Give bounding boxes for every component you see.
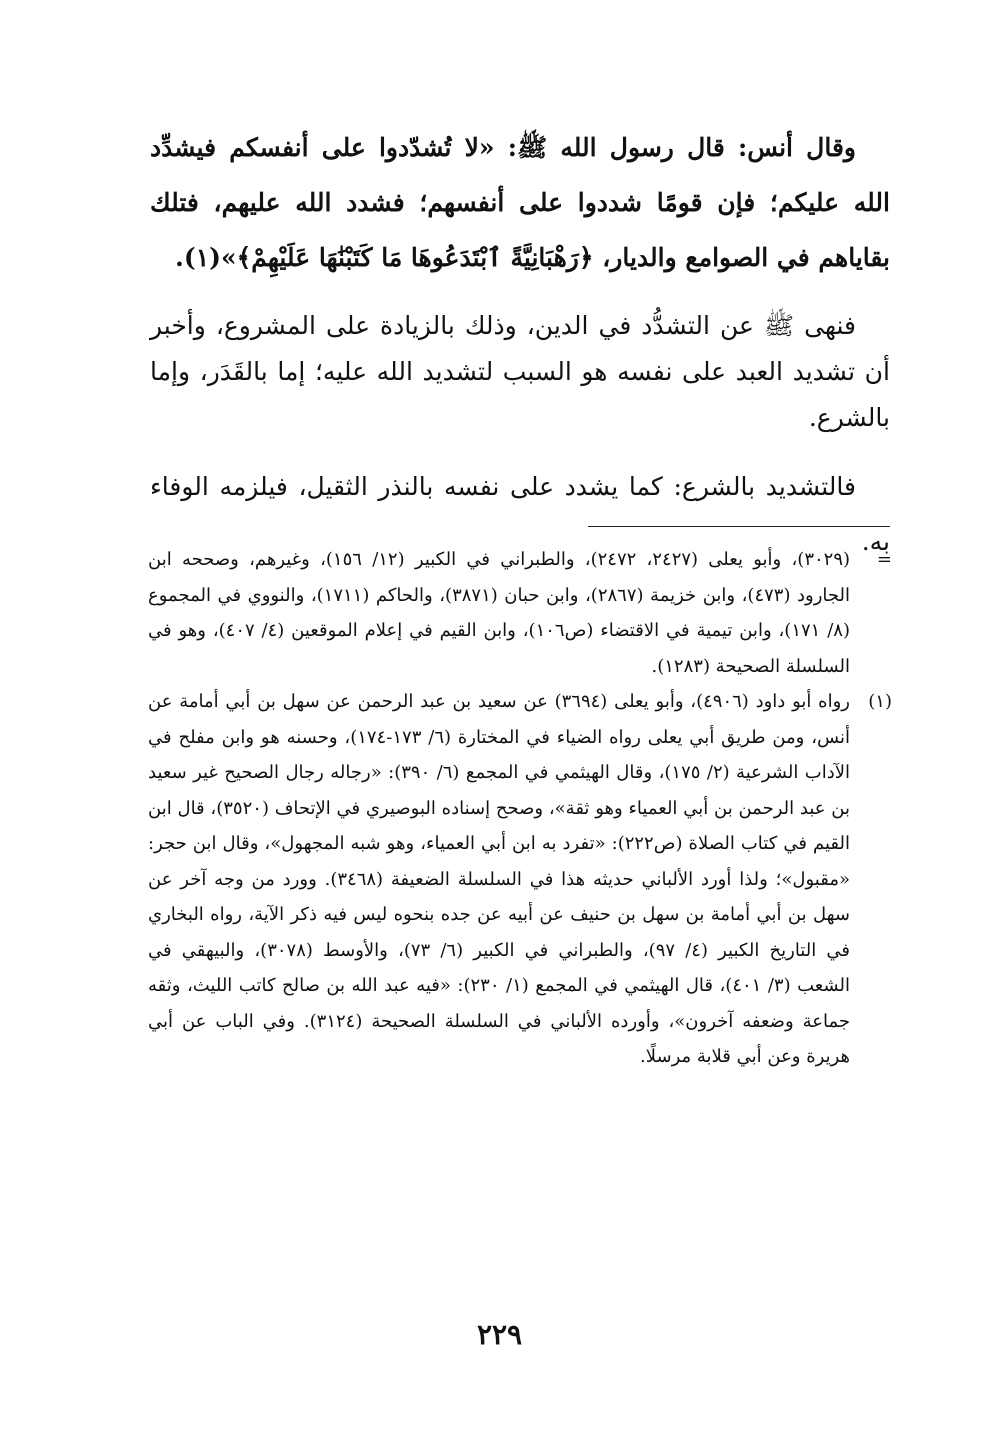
- main-text: [150, 120, 890, 587]
- commentary-paragraph: فنهى ﷺ عن التشدُّد في الدين، وذلك بالزيادة على المشروع، وأخبر أن تشديد العبد على نفسه هو السبب لتشديد الله عليه؛ إما بالقَدَر، وإما بالشرع.: [150, 311, 890, 432]
- footnote-text: (٣٠٢٩)، وأبو يعلى (٢٤٢٧، ٢٤٧٢)، والطبراني في الكبير (١٢/ ١٥٦)، وغيرهم، وصححه ابن الجارود (٤٧٣)، وابن خزيمة (٢٨٦٧)، وابن حبان (٣٨٧١)، والحاكم (١٧١١)، والنووي في المجموع (٨/ ١٧١)، وابن تيمية في الاقتضاء (ص١٠٦)، وابن القيم في إعلام الموقعين (٤/ ٤٠٧)، وهو في السلسلة الصحيحة (١٢٨٣).: [148, 549, 851, 677]
- footnotes: [148, 542, 892, 1075]
- footnote-1: [148, 684, 892, 1075]
- shar-paragraph: فالتشديد بالشرع: كما يشدد على نفسه بالنذر الثقيل، فيلزمه الوفاء به.: [150, 472, 890, 556]
- page-number: ٢٢٩: [476, 1318, 523, 1351]
- footnote-divider: [588, 526, 890, 527]
- hadith-paragraph: وقال أنس: قال رسول الله ﷺ: «لا تُشدّدوا على أنفسكم فيشدِّد الله عليكم؛ فإن قومًا شددوا على أنفسهم؛ فشدد الله عليهم، فتلك بقاياهم في الصوامع والديار، ﴿رَهْبَانِيَّةً ٱبْتَدَعُوهَا مَا كَتَبْنَٰهَا عَلَيْهِمْ﴾»(١).: [150, 133, 890, 272]
- footnote-marker: (١): [868, 691, 892, 712]
- footnote-marker: =: [876, 549, 892, 570]
- footnote-text: رواه أبو داود (٤٩٠٦)، وأبو يعلى (٣٦٩٤) عن سعيد بن عبد الرحمن عن سهل بن أبي أمامة عن أنس، ومن طريق أبي يعلى رواه الضياء في المختارة (٦/ ١٧٣-١٧٤)، وحسنه هو وابن مفلح في الآداب الشرعية (٢/ ١٧٥)، وقال الهيثمي في المجمع (٦/ ٣٩٠): «رجاله رجال الصحيح غير سعيد بن عبد الرحمن بن أبي العمياء وهو ثقة»، وصحح إسناده البوصيري في الإتحاف (٣٥٢٠)، قال ابن القيم في كتاب الصلاة (ص٢٢٢): «تفرد به ابن أبي العمياء، وهو شبه المجهول»، وقال ابن حجر: «مقبول»؛ ولذا أورد الألباني حديثه هذا في السلسلة الضعيفة (٣٤٦٨). وورد من وجه آخر عن سهل بن أبي أمامة بن سهل بن حنيف عن أبيه عن جده بنحوه ليس فيه ذكر الآية، رواه البخاري في التاريخ الكبير (٤/ ٩٧)، والطبراني في الكبير (٦/ ٧٣)، والأوسط (٣٠٧٨)، والبيهقي في الشعب (٣/ ٤٠١)، قال الهيثمي في المجمع (١/ ٢٣٠): «فيه عبد الله بن صالح كاتب الليث، وثقه جماعة وضعفه آخرون»، وأورده الألباني في السلسلة الصحيحة (٣١٢٤). وفي الباب عن أبي هريرة وعن أبي قلابة مرسلًا.: [148, 691, 851, 1067]
- footnote-continued: [148, 542, 892, 684]
